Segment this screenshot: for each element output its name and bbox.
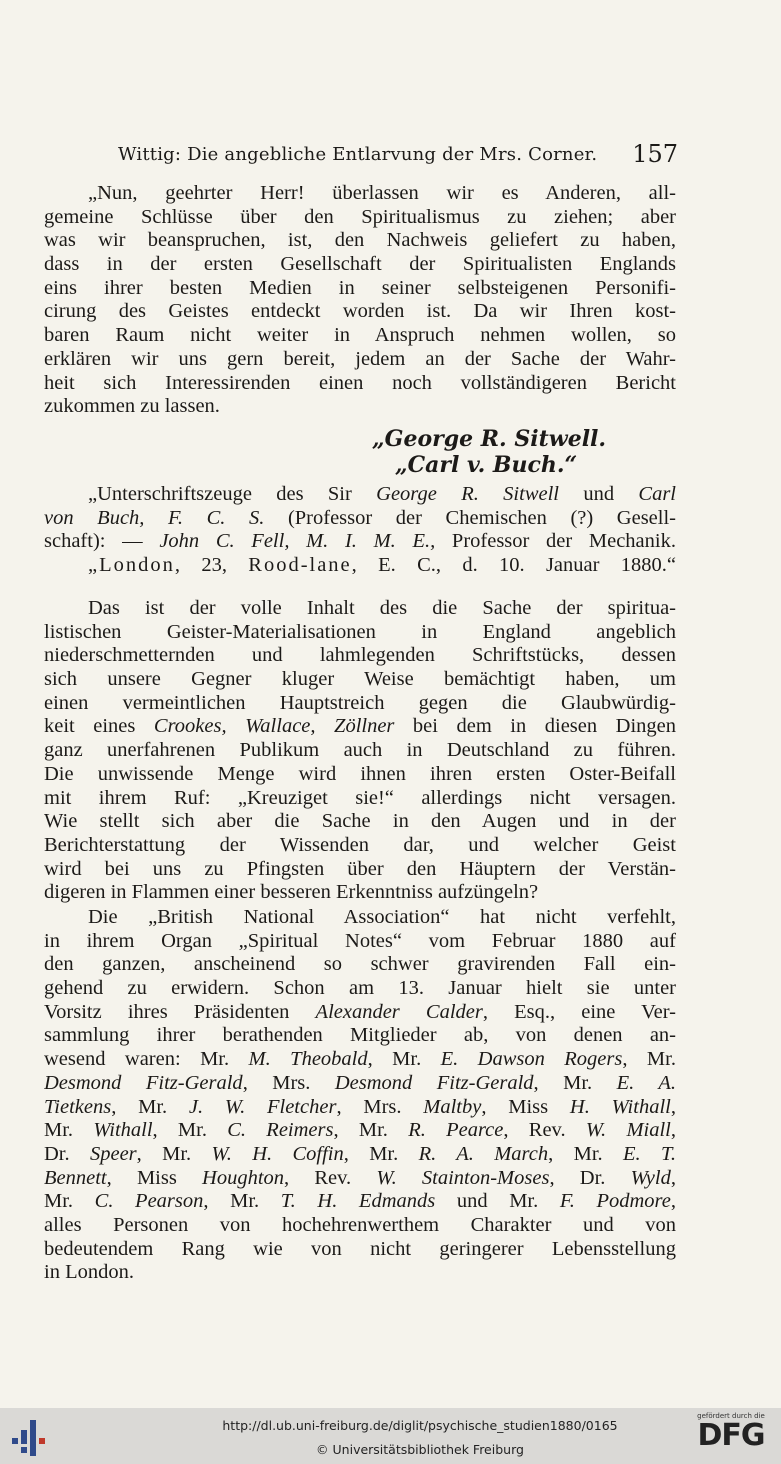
text-line: cirung des Geistes entdeckt worden ist. Da wir Ihren kost- bbox=[44, 300, 676, 323]
dfg-wordmark: DFG bbox=[697, 1418, 765, 1453]
text-line: Mr. C. Pearson, Mr. T. H. Edmands und Mr. F. Podmore, bbox=[44, 1190, 676, 1213]
paragraph-association bbox=[44, 906, 676, 1285]
text-line: Tietkens, Mr. J. W. Fletcher, Mrs. Maltby, Miss H. Withall, bbox=[44, 1095, 676, 1118]
permalink-url[interactable]: http://dl.ub.uni-freiburg.de/diglit/psychische_studien1880/0165 bbox=[222, 1418, 618, 1433]
text-line: den ganzen, anscheinend so schwer gravirenden Fall ein- bbox=[44, 953, 676, 976]
text-line: Die unwissende Menge wird ihnen ihren ersten Oster-Beifall bbox=[44, 762, 676, 785]
text-line: baren Raum nicht weiter in Anspruch nehmen wollen, so bbox=[44, 324, 676, 347]
text-line: alles Personen von hochehrenwerthem Charakter und von bbox=[44, 1213, 676, 1236]
copyright-notice: © Universitätsbibliothek Freiburg bbox=[316, 1442, 524, 1457]
paragraph-commentary bbox=[44, 597, 676, 905]
text-line: in ihrem Organ „Spiritual Notes“ vom Februar 1880 auf bbox=[44, 929, 676, 952]
text-line: heit sich Interessirenden einen noch vollständigeren Bericht bbox=[44, 371, 676, 394]
signature-sitwell: „George R. Sitwell. bbox=[372, 426, 607, 452]
text-line: zukommen zu lassen. bbox=[44, 395, 220, 418]
text-line: ganz unerfahrenen Publikum auch in Deutschland zu führen. bbox=[44, 739, 676, 762]
text-line: gehend zu erwidern. Schon am 13. Januar hielt sie unter bbox=[44, 977, 676, 1000]
dfg-funding-note: gefördert durch die bbox=[697, 1412, 765, 1420]
viewer-footer bbox=[0, 1408, 781, 1464]
text-line: Das ist der volle Inhalt des die Sache der spiritua- bbox=[88, 597, 676, 619]
text-line: „Nun, geehrter Herr! überlassen wir es Anderen, all- bbox=[88, 182, 676, 204]
text-line: keit eines Crookes, Wallace, Zöllner bei dem in diesen Dingen bbox=[44, 715, 676, 738]
text-line: bedeutendem Rang wie von nicht geringerer Lebensstellung bbox=[44, 1237, 676, 1260]
text-line: schaft): — John C. Fell, M. I. M. E., Professor der Mechanik. bbox=[44, 530, 676, 553]
signature-buch: „Carl v. Buch.“ bbox=[395, 452, 578, 478]
text-line: listischen Geister-Materialisationen in England angeblich bbox=[44, 620, 676, 643]
running-header bbox=[118, 140, 678, 170]
paragraph-letter bbox=[44, 182, 676, 419]
text-line: Dr. Speer, Mr. W. H. Coffin, Mr. R. A. March, Mr. E. T. bbox=[44, 1142, 676, 1165]
text-line: wesend waren: Mr. M. Theobald, Mr. E. Dawson Rogers, Mr. bbox=[44, 1048, 676, 1071]
text-line: Desmond Fitz-Gerald, Mrs. Desmond Fitz-Gerald, Mr. E. A. bbox=[44, 1071, 676, 1094]
dfg-logo bbox=[691, 1412, 771, 1452]
text-line: in London. bbox=[44, 1261, 134, 1284]
text-line: Die „British National Association“ hat nicht verfehlt, bbox=[88, 906, 676, 928]
text-line: wird bei uns zu Pfingsten über den Häuptern der Verstän- bbox=[44, 857, 676, 880]
text-line: erklären wir uns gern bereit, jedem an der Sache der Wahr- bbox=[44, 347, 676, 370]
text-line: digeren in Flammen einer besseren Erkenntniss aufzüngeln? bbox=[44, 881, 539, 904]
text-line: Berichterstattung der Wissenden dar, und welcher Geist bbox=[44, 833, 676, 856]
text-line: sich unsere Gegner kluger Weise bemächtigt haben, um bbox=[44, 668, 676, 691]
page-number: 157 bbox=[632, 140, 678, 168]
text-line: gemeine Schlüsse über den Spiritualismus zu ziehen; aber bbox=[44, 205, 676, 228]
text-line: niederschmetternden und lahmlegenden Schriftstücks, dessen bbox=[44, 644, 676, 667]
text-line: einen vermeintlichen Hauptstreich gegen die Glaubwürdig- bbox=[44, 691, 676, 714]
text-line: Wie stellt sich aber die Sache in den Augen und in der bbox=[44, 810, 676, 833]
university-library-logo-icon bbox=[10, 1416, 52, 1456]
text-line: was wir beanspruchen, ist, den Nachweis geliefert zu haben, bbox=[44, 229, 676, 252]
text-line: Mr. Withall, Mr. C. Reimers, Mr. R. Pearce, Rev. W. Miall, bbox=[44, 1119, 676, 1142]
witness-block bbox=[44, 483, 676, 578]
text-line: Vorsitz ihres Präsidenten Alexander Calder, Esq., eine Ver- bbox=[44, 1000, 676, 1023]
text-line: dass in der ersten Gesellschaft der Spiritualisten Englands bbox=[44, 253, 676, 276]
text-line: von Buch, F. C. S. (Professor der Chemischen (?) Gesell- bbox=[44, 506, 676, 529]
text-line: „London, 23, Rood-lane, E. C., d. 10. Januar 1880.“ bbox=[88, 554, 676, 577]
text-line: sammlung ihrer berathenden Mitglieder ab, von denen an- bbox=[44, 1024, 676, 1047]
text-line: Bennett, Miss Houghton, Rev. W. Stainton-Moses, Dr. Wyld, bbox=[44, 1166, 676, 1189]
text-line: mit ihrem Ruf: „Kreuziget sie!“ allerdings nicht versagen. bbox=[44, 786, 676, 809]
text-line: eins ihrer besten Medien in seiner selbsteigenen Personifi- bbox=[44, 276, 676, 299]
text-line: „Unterschriftszeuge des Sir George R. Sitwell und Carl bbox=[88, 483, 676, 505]
running-title: Wittig: Die angebliche Entlarvung der Mrs. Corner. bbox=[118, 144, 598, 165]
